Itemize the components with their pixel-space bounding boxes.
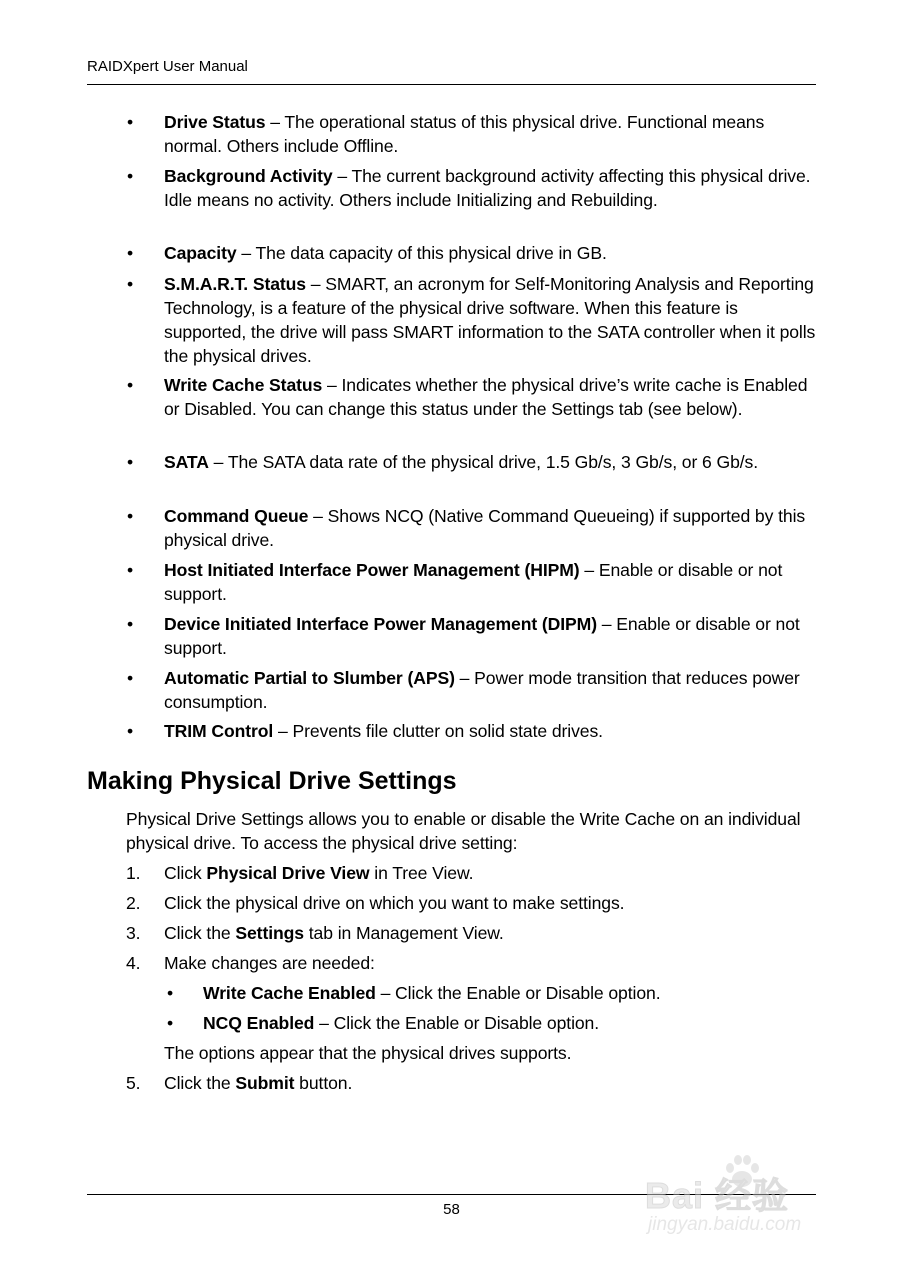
bullet-term: Drive Status	[164, 112, 266, 132]
bullet-marker: •	[127, 668, 134, 688]
bullet-marker: •	[127, 112, 134, 132]
step-4	[126, 951, 816, 975]
sub-bullet-ncq-enabled	[167, 1011, 817, 1035]
step-text: Click the physical drive on which you want to make settings.	[164, 893, 625, 913]
bullet-text: – Enable or disable or not support.	[164, 614, 800, 658]
bullet-text: – Click the Enable or Disable option.	[375, 983, 661, 1003]
bullet-marker: •	[127, 614, 134, 634]
bullet-marker: •	[167, 1013, 174, 1033]
bullet-smart-status	[127, 272, 817, 368]
bullet-write-cache-status	[127, 373, 817, 421]
baidu-watermark	[640, 1150, 860, 1250]
bullet-text: – The operational status of this physical drive. Functional means normal. Others include Offline.	[164, 112, 765, 156]
bullet-term: SATA	[164, 452, 209, 472]
bullet-hipm	[127, 558, 817, 606]
step-number: 1.	[126, 863, 141, 883]
bullet-text: – Indicates whether the physical drive’s write cache is Enabled or Disabled. You can change this status under the Settings tab (see below).	[164, 375, 808, 419]
step-number: 2.	[126, 893, 141, 913]
bullet-term: S.M.A.R.T. Status	[164, 274, 306, 294]
bullet-marker: •	[127, 243, 134, 263]
step-number: 4.	[126, 953, 141, 973]
bullet-text: – The SATA data rate of the physical drive, 1.5 Gb/s, 3 Gb/s, or 6 Gb/s.	[208, 452, 759, 472]
bullet-aps	[127, 666, 817, 714]
step-3	[126, 921, 816, 945]
section-heading: Making Physical Drive Settings	[87, 767, 457, 795]
bullet-marker: •	[127, 274, 134, 294]
bullet-term: Write Cache Enabled	[203, 983, 376, 1003]
bullet-text: – Power mode transition that reduces power consumption.	[164, 668, 800, 712]
bullet-background-activity	[127, 164, 817, 212]
header-title: RAIDXpert User Manual	[87, 58, 248, 75]
header-divider	[87, 84, 816, 85]
page-number: 58	[443, 1201, 460, 1218]
bullet-marker: •	[127, 721, 134, 741]
bullet-marker: •	[127, 375, 134, 395]
watermark-logo-text: Bai 经验	[645, 1175, 790, 1216]
bullet-marker: •	[127, 506, 134, 526]
watermark-url: jingyan.baidu.com	[648, 1214, 802, 1235]
sub-bullet-write-cache-enabled	[167, 981, 817, 1005]
bullet-text: – SMART, an acronym for Self-Monitoring Analysis and Reporting Technology, is a feature of the physical drive software. When this feature is supported, the drive will pass SMART information to the SATA controller when it polls the physical drives.	[164, 274, 816, 366]
section-intro: Physical Drive Settings allows you to enable or disable the Write Cache on an individual physical drive. To access the physical drive setting:	[126, 809, 801, 853]
step-2	[126, 891, 816, 915]
bullet-capacity	[127, 241, 817, 265]
bullet-text: – The data capacity of this physical drive in GB.	[236, 243, 607, 263]
bullet-text: – Prevents file clutter on solid state drives.	[273, 721, 603, 741]
step-text: Click the	[164, 1073, 236, 1093]
bullet-term: Command Queue	[164, 506, 309, 526]
options-note: The options appear that the physical drives supports.	[164, 1043, 572, 1063]
step-1	[126, 861, 816, 885]
bullet-marker: •	[127, 166, 134, 186]
step-bold-text: Settings	[235, 923, 304, 943]
step-text: Click	[164, 863, 207, 883]
bullet-marker: •	[167, 983, 174, 1003]
bullet-command-queue	[127, 504, 817, 552]
bullet-dipm	[127, 612, 817, 660]
bullet-drive-status	[127, 110, 817, 158]
bullet-term: Write Cache Status	[164, 375, 323, 395]
bullet-term: NCQ Enabled	[203, 1013, 315, 1033]
step-number: 5.	[126, 1073, 141, 1093]
step-text: Make changes are needed:	[164, 953, 375, 973]
bullet-marker: •	[127, 452, 134, 472]
step-bold-text: Physical Drive View	[206, 863, 370, 883]
bullet-term: Device Initiated Interface Power Management (DIPM)	[164, 614, 597, 634]
bullet-term: Automatic Partial to Slumber (APS)	[164, 668, 455, 688]
bullet-text: – Shows NCQ (Native Command Queueing) if supported by this physical drive.	[164, 506, 806, 550]
bullet-text: – The current background activity affecting this physical drive. Idle means no activity. Others include Initializing and Rebuilding.	[164, 166, 811, 210]
bullet-text: – Click the Enable or Disable option.	[314, 1013, 600, 1033]
bullet-sata	[127, 450, 817, 474]
bullet-term: Background Activity	[164, 166, 333, 186]
bullet-trim-control	[127, 719, 817, 743]
bullet-term: TRIM Control	[164, 721, 274, 741]
step-text: button.	[294, 1073, 353, 1093]
step-text: tab in Management View.	[303, 923, 504, 943]
bullet-term: Capacity	[164, 243, 237, 263]
bullet-marker: •	[127, 560, 134, 580]
step-bold-text: Submit	[235, 1073, 295, 1093]
step-5	[126, 1071, 816, 1095]
step-text: in Tree View.	[369, 863, 474, 883]
step-number: 3.	[126, 923, 141, 943]
step-text: Click the	[164, 923, 236, 943]
bullet-term: Host Initiated Interface Power Management (HIPM)	[164, 560, 580, 580]
bullet-text: – Enable or disable or not support.	[164, 560, 783, 604]
